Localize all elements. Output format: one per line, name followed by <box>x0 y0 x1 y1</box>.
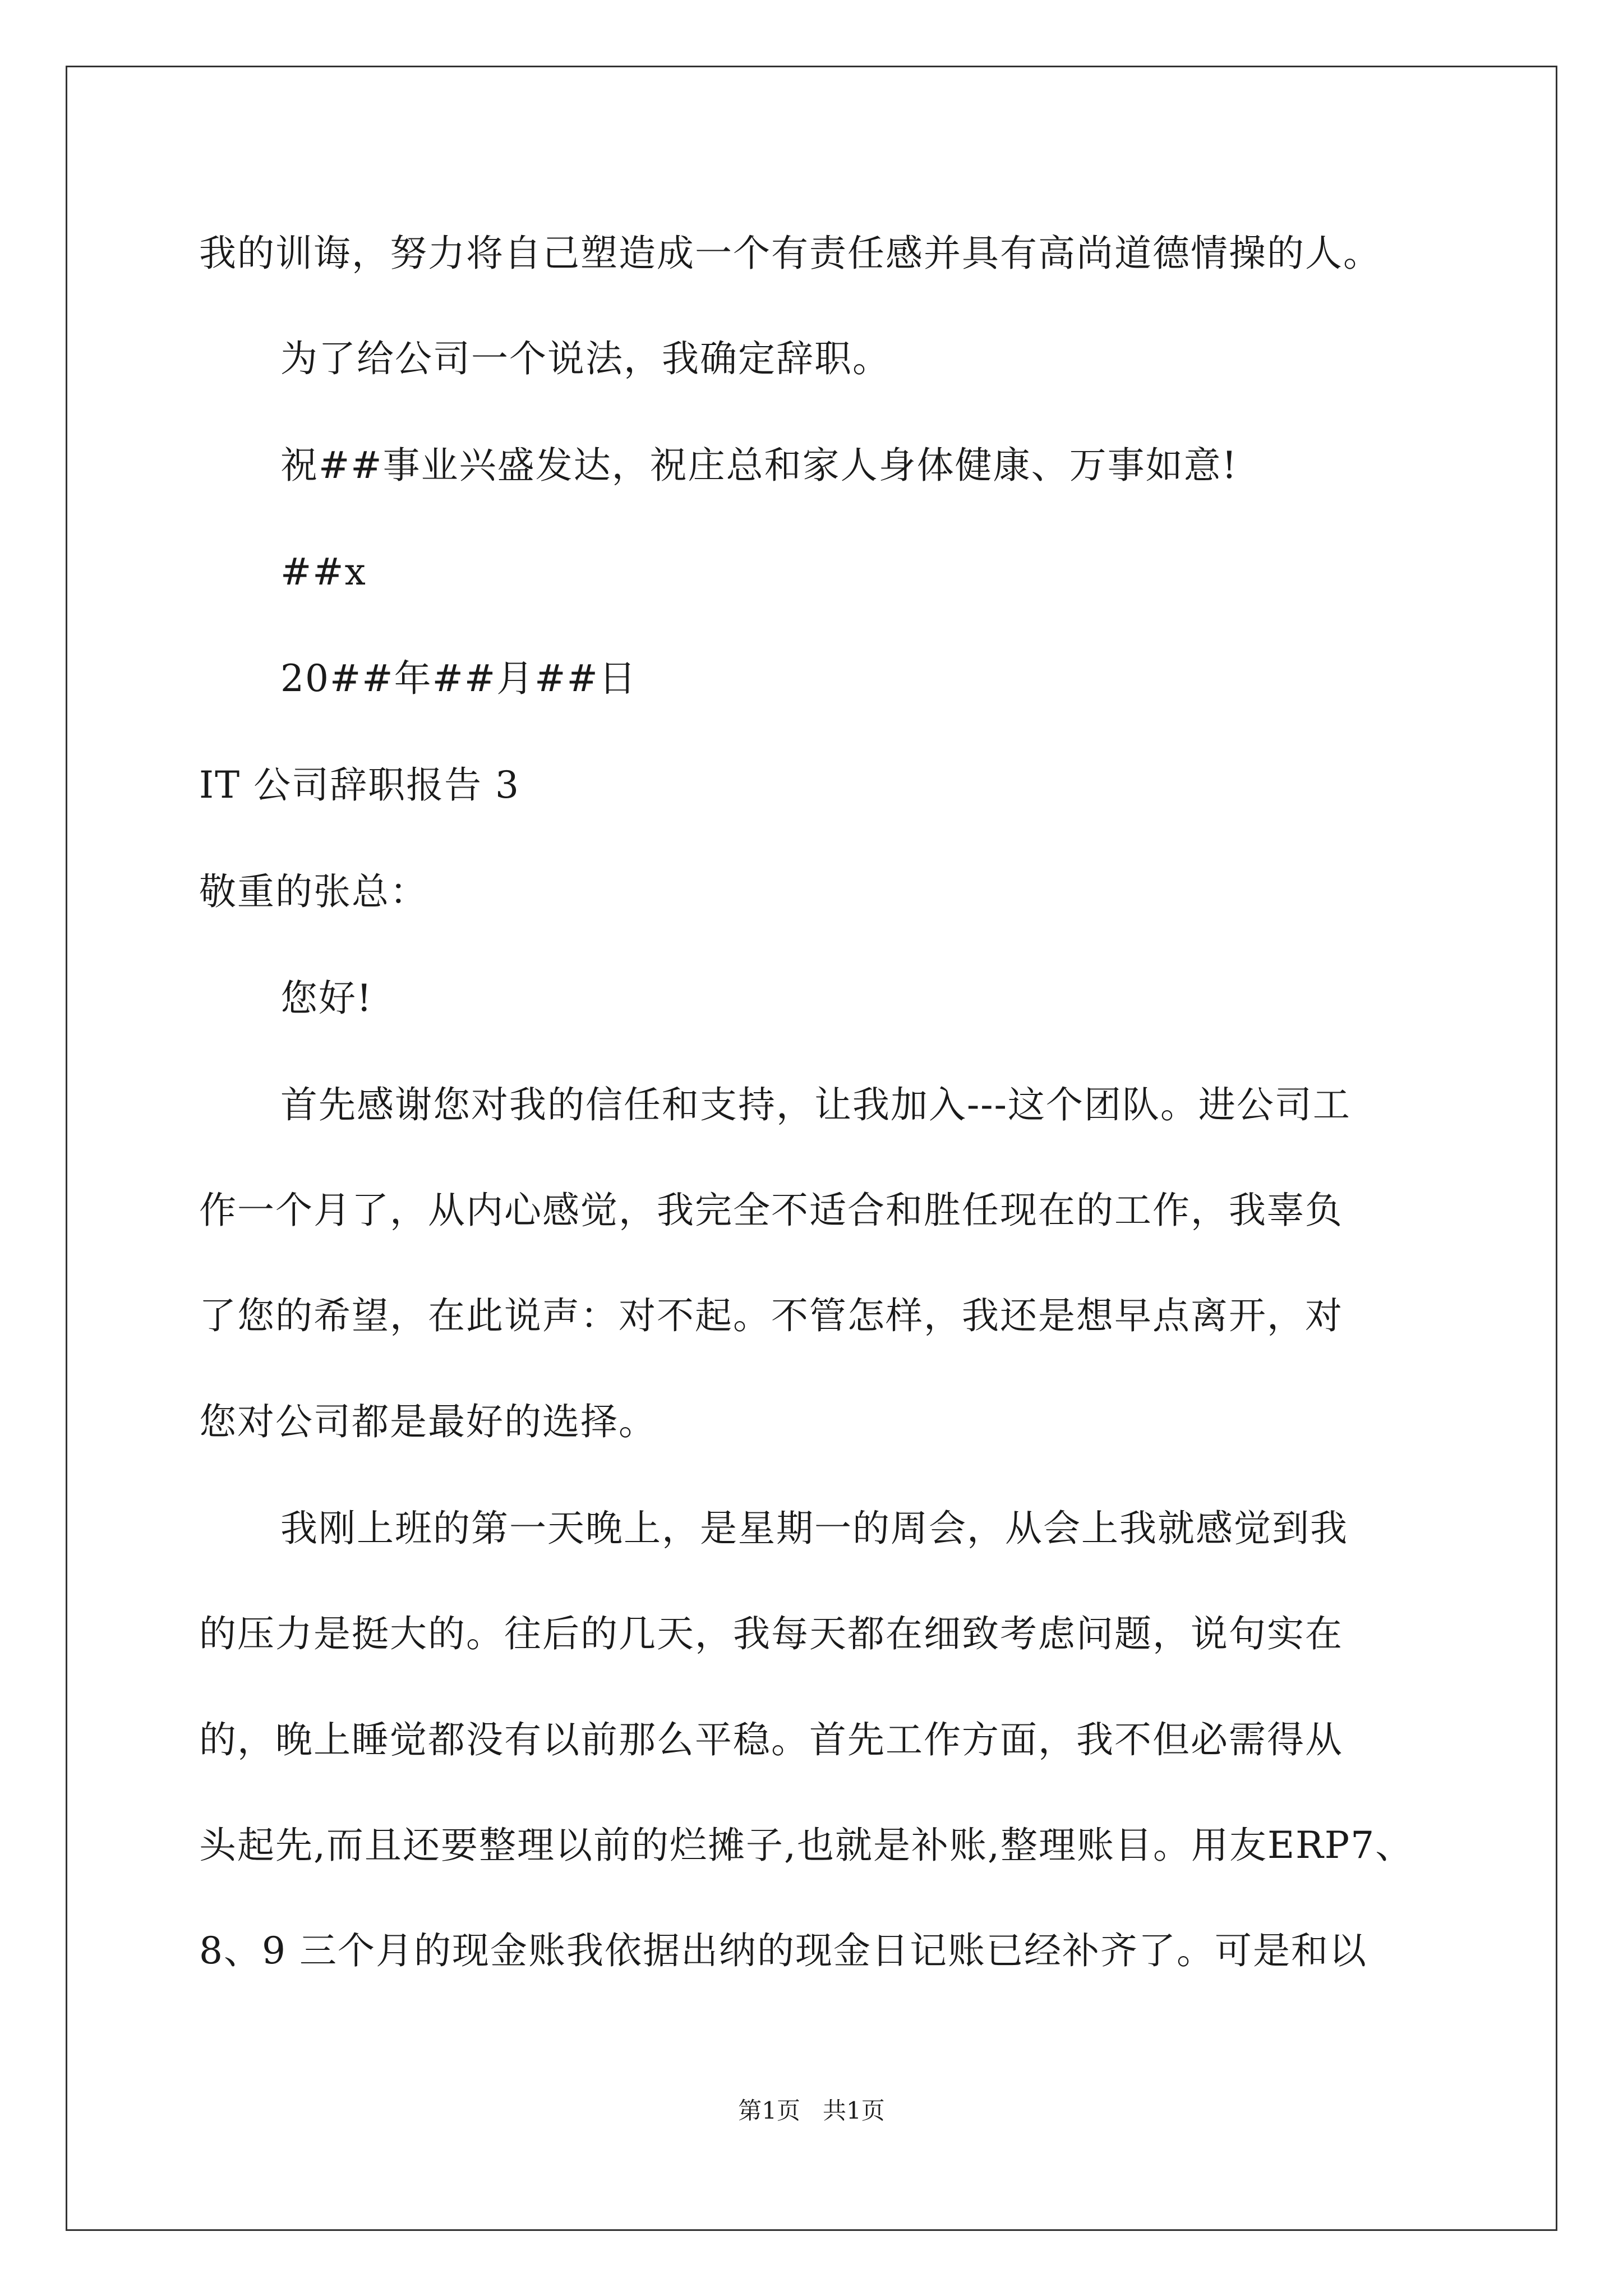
text-line-1: 我的训诲，努力将自己塑造成一个有责任感并具有高尚道德情操的人。 <box>199 232 1381 275</box>
text-line-16: 头起先,而且还要整理以前的烂摊子,也就是补账,整理账目。用友ERP7、 <box>199 1824 1414 1867</box>
text-line-9: 首先感谢您对我的信任和支持，让我加入---这个团队。进公司工 <box>280 1083 1351 1126</box>
text-line-13: 我刚上班的第一天晚上，是星期一的周会，从会上我就感觉到我 <box>280 1507 1348 1550</box>
text-line-2: 为了给公司一个说法，我确定辞职。 <box>280 337 891 380</box>
greeting: 您好! <box>280 977 373 1020</box>
text-line-3: 祝##事业兴盛发达，祝庄总和家人身体健康、万事如意! <box>280 444 1238 487</box>
text-line-4: ##x <box>280 550 367 593</box>
text-line-11: 了您的希望，在此说声：对不起。不管怎样，我还是想早点离开，对 <box>199 1294 1343 1337</box>
text-line-10: 作一个月了，从内心感觉，我完全不适合和胜任现在的工作，我辜负 <box>199 1189 1343 1232</box>
text-line-12: 您对公司都是最好的选择。 <box>199 1400 657 1443</box>
page-border <box>66 66 1557 2231</box>
salutation: 敬重的张总： <box>199 870 428 913</box>
page-footer: 第1页 共1页 <box>738 2097 885 2124</box>
section-heading: IT 公司辞职报告 3 <box>199 763 520 807</box>
text-line-17: 8、9 三个月的现金账我依据出纳的现金日记账已经补齐了。可是和以 <box>199 1929 1367 1972</box>
text-line-5: 20##年##月##日 <box>280 657 637 700</box>
text-line-14: 的压力是挺大的。往后的几天，我每天都在细致考虑问题，说句实在 <box>199 1612 1343 1655</box>
text-line-15: 的，晚上睡觉都没有以前那么平稳。首先工作方面，我不但必需得从 <box>199 1718 1343 1761</box>
